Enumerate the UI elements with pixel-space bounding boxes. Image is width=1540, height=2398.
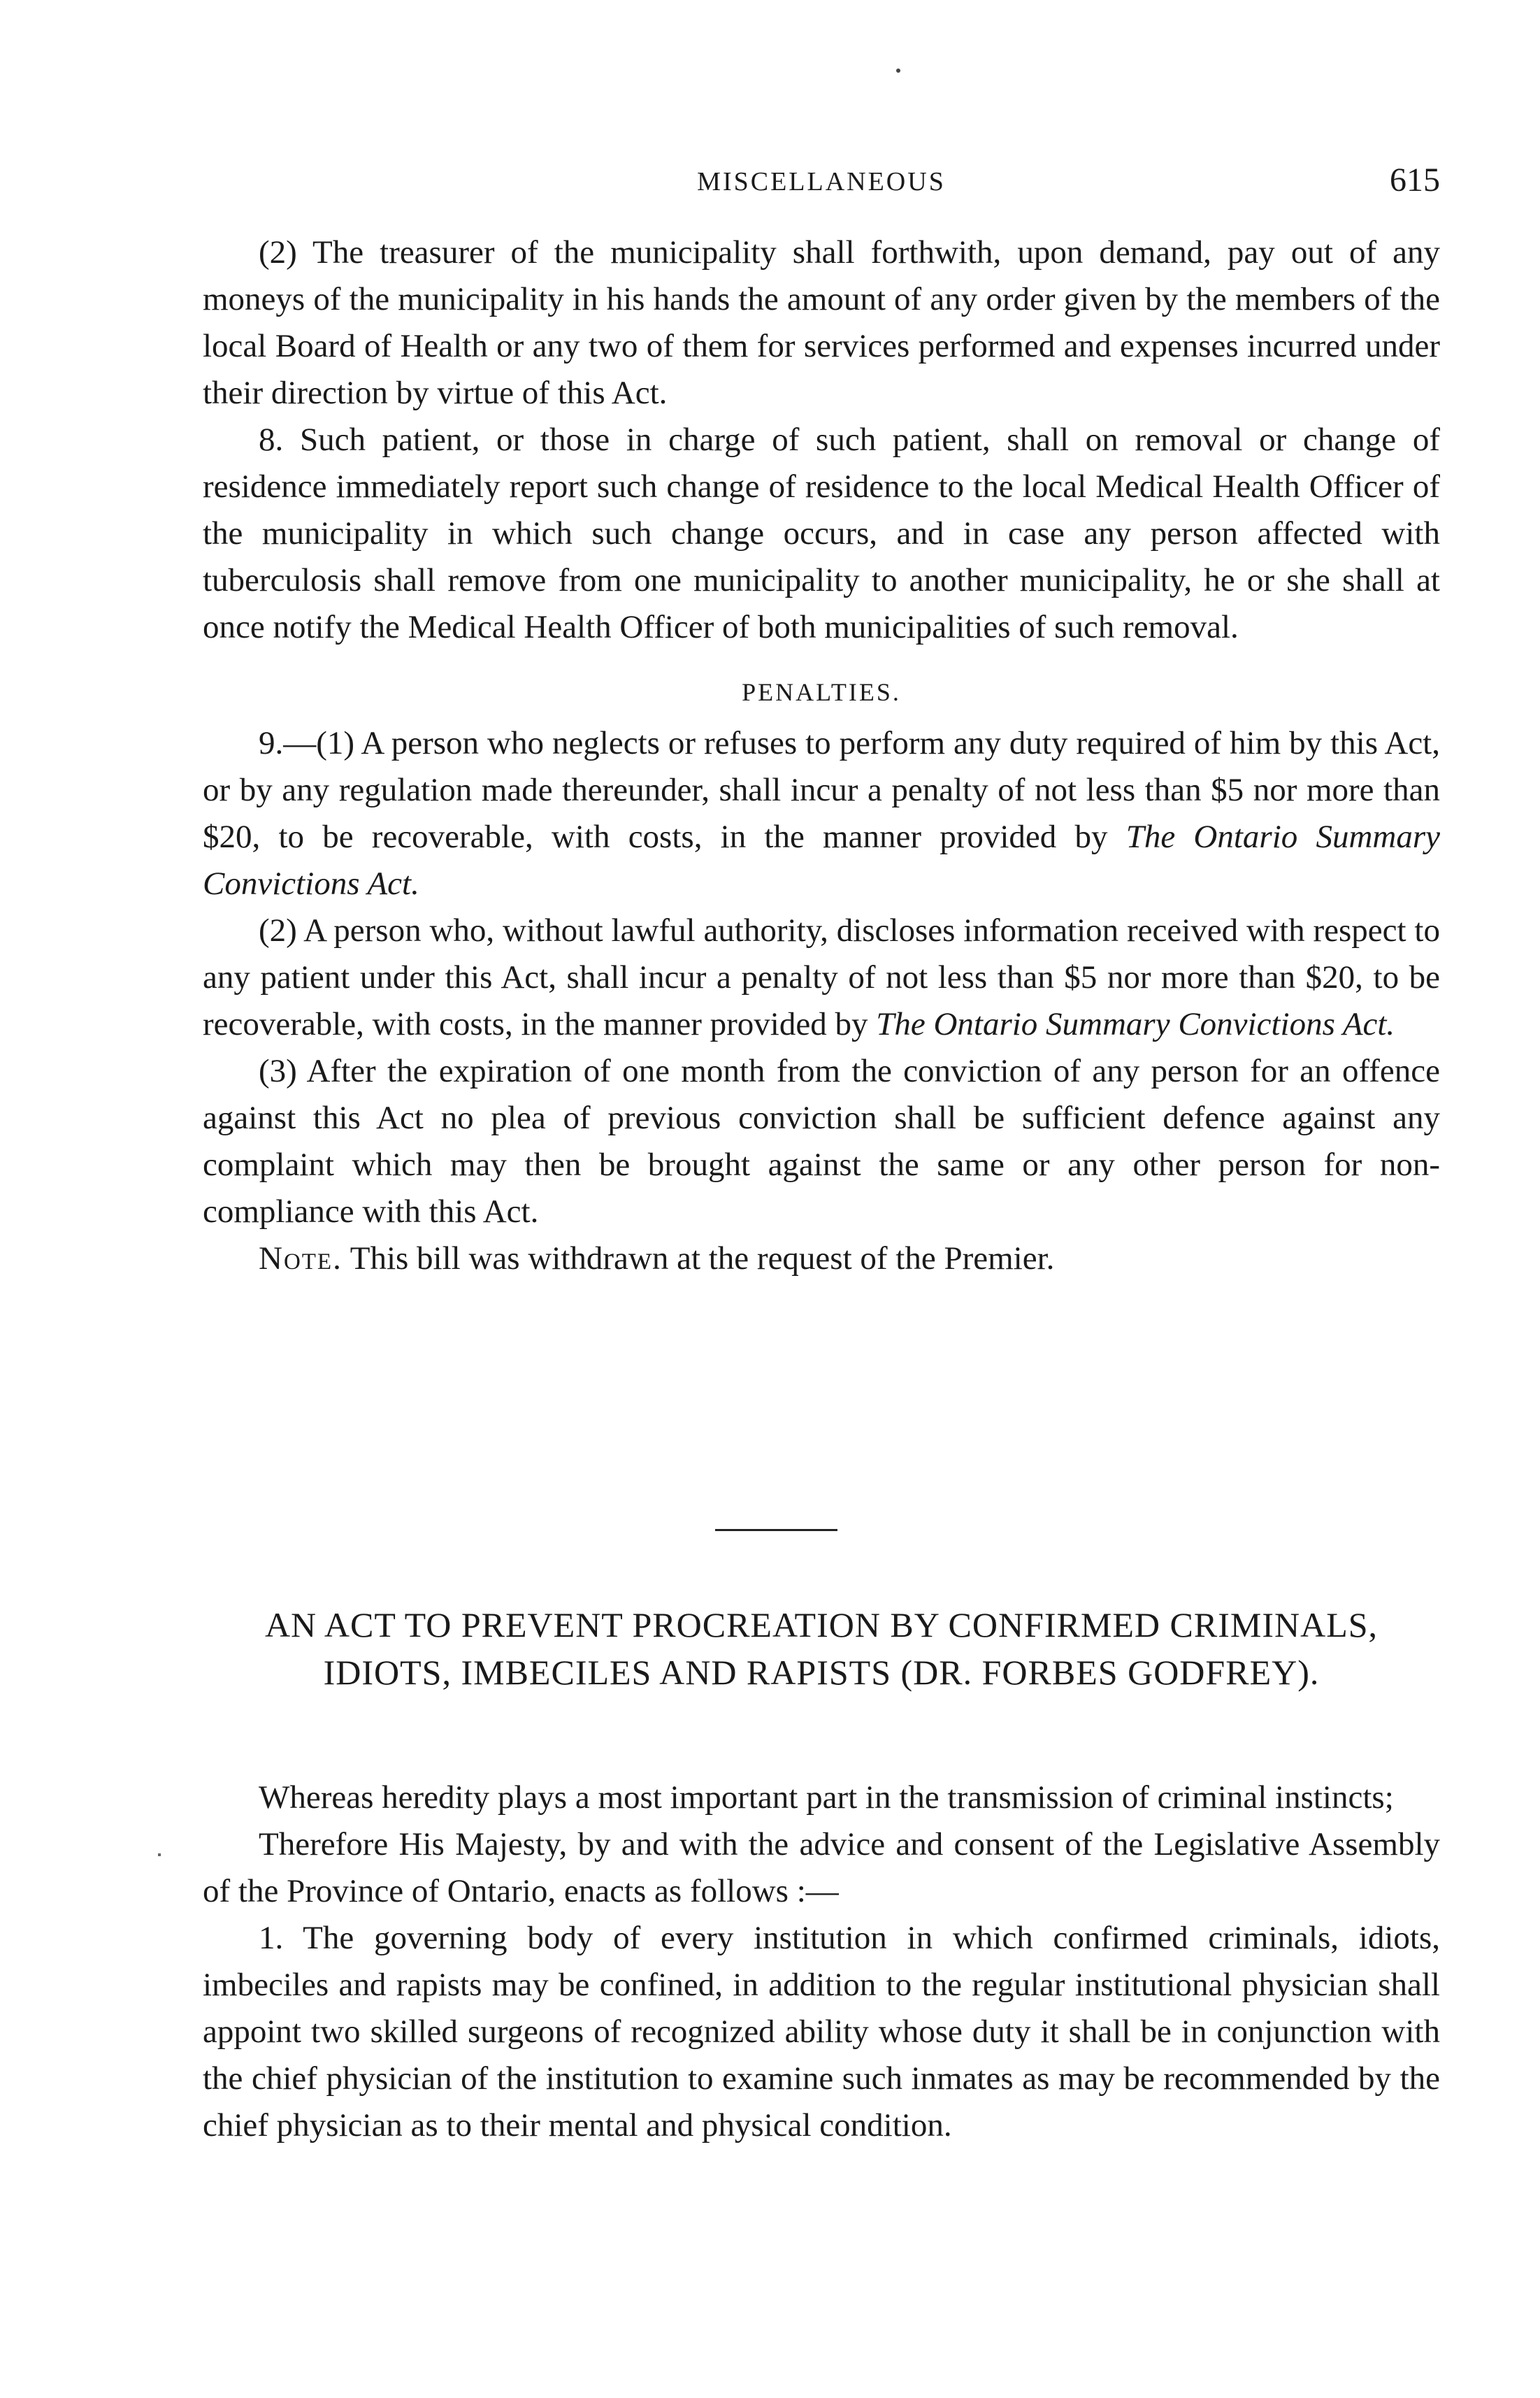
speck-mark	[896, 69, 900, 73]
act-text-block	[203, 1774, 1440, 2149]
note-text: This bill was withdrawn at the request of the Premier.	[342, 1240, 1055, 1277]
note-label: Note.	[259, 1240, 343, 1277]
running-title: MISCELLANEOUS	[697, 167, 946, 196]
paragraph-section-9-3: (3) After the expiration of one month from the conviction of any person for an offence against this Act no plea of previous conviction shall be sufficient defence against any complaint which may then be brought against the same or any other person for non-compliance with this Act.	[203, 1053, 1440, 1230]
paragraph-section-9-1	[203, 720, 1440, 907]
upper-text-block	[203, 229, 1440, 1282]
therefore-paragraph: Therefore His Majesty, by and with the advice and consent of the Legislative Assembly of the Province of Ontario, enacts as follows :—	[203, 1826, 1440, 1909]
margin-speck	[158, 1853, 161, 1856]
whereas-paragraph: Whereas heredity plays a most important part in the transmission of criminal instincts;	[259, 1779, 1394, 1816]
act-citation-9-1: The Ontario Summary Convictions Act.	[203, 819, 1440, 902]
act-citation-9-2: The Ontario Summary Convictions Act.	[876, 1006, 1395, 1042]
penalties-heading: PENALTIES.	[742, 678, 901, 706]
page-number: 615	[1390, 161, 1440, 199]
paragraph-9-2-text: (2) A person who, without lawful authority, discloses information received with respect to any patient under this Act, shall incur a penalty of not less than $5 nor more than $20, to be recoverable, with costs, in the manner provided by	[203, 912, 1440, 1042]
paragraph-9-1-text: 9.—(1) A person who neglects or refuses to perform any duty required of him by this Act, or by any regulation made thereunder, shall incur a penalty of not less than $5 nor more than $20, to be recoverable, with costs, in the manner provided by	[203, 725, 1440, 855]
act-title: AN ACT TO PREVENT PROCREATION BY CONFIRMED CRIMINALS, IDIOTS, IMBECILES AND RAPISTS (DR. FORBES GODFREY).	[264, 1605, 1379, 1692]
running-head	[203, 161, 1440, 203]
note-paragraph	[203, 1235, 1440, 1282]
paragraph-act-section-1: 1. The governing body of every institution in which confirmed criminals, idiots, imbeciles and rapists may be confined, in addition to the regular institutional physician shall appoint two skilled surgeons of recognized ability whose duty it shall be in conjunction with the chief physician of the institution to examine such inmates as may be recommended by the chief physician as to their mental and physical condition.	[203, 1920, 1440, 2144]
paragraph-section-8: 8. Such patient, or those in charge of such patient, shall on removal or change of residence immediately report such change of residence to the local Medical Health Officer of the municipality in which such change occurs, and in case any person affected with tuberculosis shall remove from one municipality to another municipality, he or she shall at once notify the Medical Health Officer of both municipalities of such removal.	[203, 422, 1440, 645]
paragraph-treasurer: (2) The treasurer of the municipality shall forthwith, upon demand, pay out of any moneys of the municipality in his hands the amount of any order given by the members of the local Board of Health or any two of them for services performed and expenses incurred under their direction by virtue of this Act.	[203, 234, 1440, 411]
section-divider-rule	[715, 1529, 837, 1531]
paragraph-section-9-2	[203, 907, 1440, 1048]
